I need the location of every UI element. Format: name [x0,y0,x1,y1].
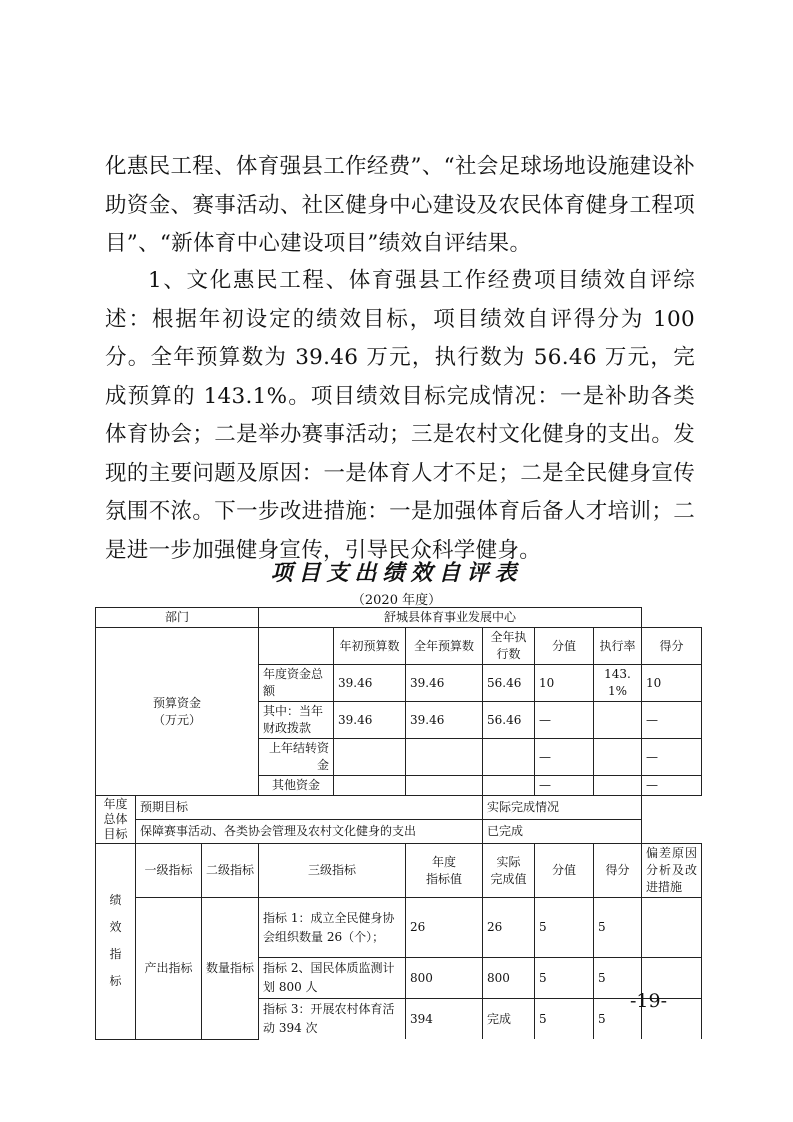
indicator-name: 指标 1：成立全民健身协会组织数量 26（个）； [259,898,406,958]
budget-cell: — [535,739,594,776]
level2-indicator: 数量指标 [202,898,259,1040]
table-row [96,796,702,820]
budget-cell: 39.46 [334,702,406,739]
perf-header: 得分 [594,844,642,898]
budget-row-label: 年度资金总额 [259,665,334,702]
budget-row-label: 其中：当年财政拨款 [259,702,334,739]
indicator-target: 26 [406,898,483,958]
indicator-score-value: 5 [535,958,594,999]
budget-cell [406,739,483,776]
indicator-actual: 26 [483,898,535,958]
budget-header: 全年预算数 [406,628,483,665]
budget-cell: 39.46 [334,665,406,702]
table-row [96,820,702,844]
table-title: 项目支出绩效自评表 [270,561,523,586]
budget-cell: 39.46 [406,665,483,702]
dept-value: 舒城县体育事业发展中心 [259,608,642,628]
budget-cell [334,739,406,776]
indicator-target: 800 [406,958,483,999]
budget-cell: 10 [535,665,594,702]
budget-cell: — [535,776,594,796]
indicator-score-value: 5 [535,999,594,1040]
table-year: （2020 年度） [351,593,442,608]
paragraph-summary: 1、文化惠民工程、体育强县工作经费项目绩效自评综述：根据年初设定的绩效目标，项目绩效自评得分为 100 分。全年预算数为 39.46 万元，执行数为 56.46 万元，完成预算的 143.1%。项目绩效目标完成情况：一是补助各类体育协会；二是举办赛事活动；三是农村文化健身的支出。发现的主要问题及原因：一是体育人才不足；二是全民健身宣传氛围不浓。下一步改进措施：一是加强体育后备人才培训；二是进一步加强健身宣传，引导民众科学健身。 [105,268,695,563]
budget-cell [594,702,642,739]
budget-cell: — [642,776,702,796]
budget-cell [406,776,483,796]
dept-label: 部门 [96,608,259,628]
budget-header: 执行率 [594,628,642,665]
budget-cell: 10 [642,665,702,702]
perf-header: 实际 完成值 [483,844,535,898]
indicator-actual: 完成 [483,999,535,1040]
indicator-score: 5 [594,958,642,999]
perf-header: 年度 指标值 [406,844,483,898]
perf-header: 三级指标 [259,844,406,898]
budget-cell: — [642,702,702,739]
budget-header: 全年执行数 [483,628,535,665]
budget-cell: — [642,739,702,776]
budget-cell: 56.46 [483,665,535,702]
budget-cell [483,739,535,776]
paragraph-intro: 化惠民工程、体育强县工作经费”、“社会足球场地设施建设补助资金、赛事活动、社区健身中心建设及农民体育健身工程项目”、“新体育中心建设项目”绩效自评结果。 [105,154,695,256]
goal-actual-value: 已完成 [483,820,642,844]
budget-cell [334,776,406,796]
indicator-deviation [642,898,702,958]
budget-cell [483,776,535,796]
indicator-name: 指标 3：开展农村体育活动 394 次 [259,999,406,1040]
perf-header: 二级指标 [202,844,259,898]
budget-header: 得分 [642,628,702,665]
indicator-name: 指标 2、国民体质监测计划 800 人 [259,958,406,999]
indicator-score: 5 [594,898,642,958]
indicator-score-value: 5 [535,898,594,958]
perf-header: 分值 [535,844,594,898]
budget-label: 预算资金 （万元） [96,628,259,796]
performance-table [95,607,702,1040]
perf-label: 绩 效 指 标 [96,844,136,1040]
budget-row-label: 其他资金 [259,776,334,796]
budget-cell: 56.46 [483,702,535,739]
perf-header: 偏差原因分析及改进措施 [642,844,702,898]
budget-cell: — [535,702,594,739]
level1-indicator: 产出指标 [136,898,202,1040]
goal-actual-label: 实际完成情况 [483,796,642,820]
indicator-actual: 800 [483,958,535,999]
goal-expected-label: 预期目标 [136,796,483,820]
budget-header: 分值 [535,628,594,665]
budget-cell: 39.46 [406,702,483,739]
page-number: -19- [630,990,668,1012]
budget-header-blank [259,628,334,665]
perf-header: 一级指标 [136,844,202,898]
table-row [96,898,702,958]
budget-cell [594,776,642,796]
budget-cell: 143.1% [594,665,642,702]
budget-header: 年初预算数 [334,628,406,665]
indicator-target: 394 [406,999,483,1040]
table-row [96,844,702,898]
table-row [96,628,702,665]
goal-label: 年度 总体 目标 [96,796,136,844]
table-row [96,608,702,628]
budget-row-label: 上年结转资金 [259,739,334,776]
budget-cell [594,739,642,776]
indicator-score: 5 [594,999,642,1040]
goal-expected-value: 保障赛事活动、各类协会管理及农村文化健身的支出 [136,820,483,844]
